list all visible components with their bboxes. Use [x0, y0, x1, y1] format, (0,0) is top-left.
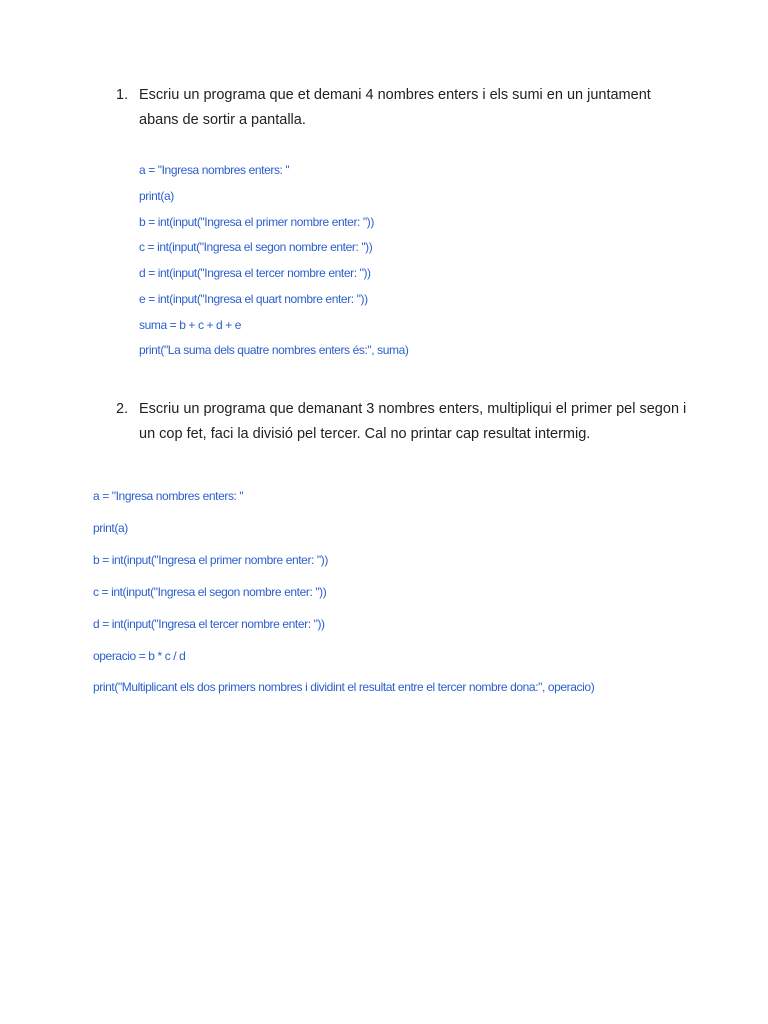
exercise-1-prompt	[139, 83, 684, 133]
exercise-2-prompt-line: un cop fet, faci la divisió pel tercer. Cal no printar cap resultat intermig.	[139, 426, 591, 442]
exercise-2-number: 2.	[116, 401, 129, 417]
code-line: print("Multiplicant els dos primers nombres i dividint el resultat entre el tercer nombre dona:", operacio)	[93, 680, 595, 694]
code-line: c = int(input("Ingresa el segon nombre enter: "))	[93, 585, 327, 599]
code-line: print(a)	[93, 521, 128, 535]
code-line: operacio = b * c / d	[93, 649, 186, 663]
code-line: b = int(input("Ingresa el primer nombre enter: "))	[93, 553, 328, 567]
code-line: print(a)	[139, 189, 174, 203]
exercise-1-number: 1.	[116, 87, 129, 103]
code-line: suma = b + c + d + e	[139, 318, 242, 332]
code-line: d = int(input("Ingresa el tercer nombre enter: "))	[139, 266, 371, 280]
exercise-1-prompt-line: Escriu un programa que et demani 4 nombres enters i els sumi en un juntament	[139, 87, 651, 103]
exercise-1-prompt-line: abans de sortir a pantalla.	[139, 112, 306, 128]
exercise-2-prompt-line: Escriu un programa que demanant 3 nombres enters, multipliqui el primer pel segon i	[139, 401, 687, 417]
code-line: e = int(input("Ingresa el quart nombre enter: "))	[139, 292, 368, 306]
code-line: b = int(input("Ingresa el primer nombre enter: "))	[139, 215, 374, 229]
code-line: a = "Ingresa nombres enters: "	[139, 163, 290, 177]
code-line: print("La suma dels quatre nombres enters és:", suma)	[139, 343, 409, 357]
exercise-2-prompt	[139, 397, 687, 447]
code-line: a = "Ingresa nombres enters: "	[93, 489, 244, 503]
code-line: d = int(input("Ingresa el tercer nombre enter: "))	[93, 617, 325, 631]
code-line: c = int(input("Ingresa el segon nombre enter: "))	[139, 240, 373, 254]
